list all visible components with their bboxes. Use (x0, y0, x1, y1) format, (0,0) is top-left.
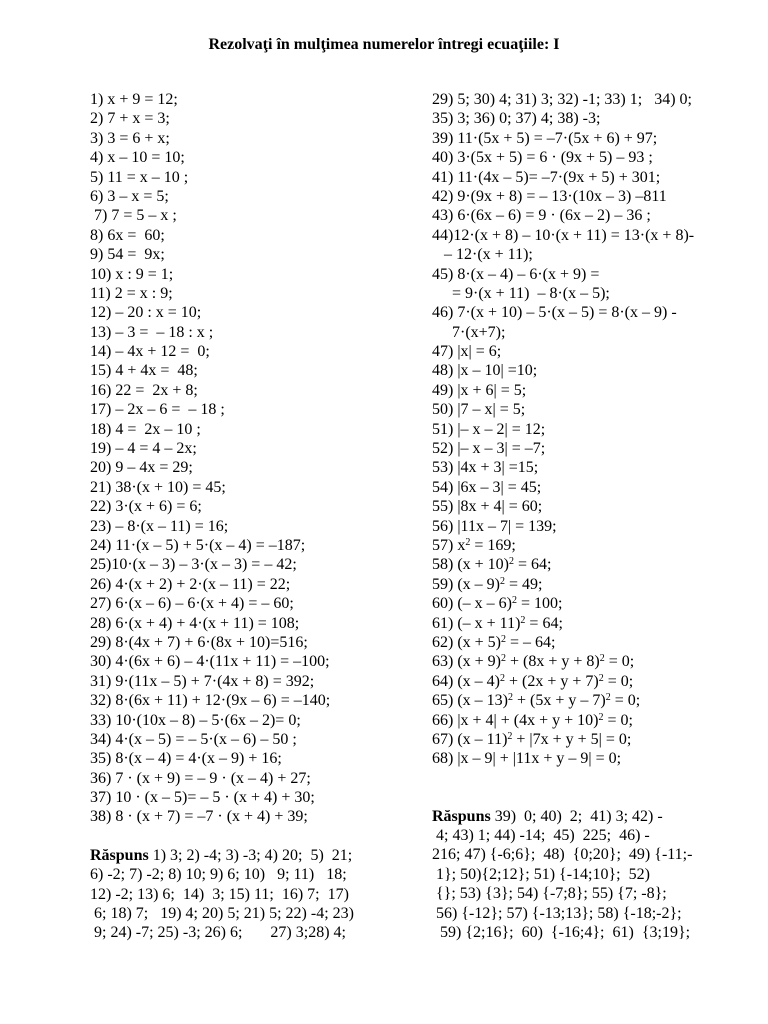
equation-line: 51) |– x – 2| = 12; (432, 420, 546, 438)
equation-part: + |7x + y + 5| = 0; (512, 730, 632, 748)
equation-line: 53) |4x + 3| =15; (432, 459, 539, 477)
page-title: Rezolvaţi în mulţimea numerelor întregi ecuaţiile: I (208, 36, 560, 53)
equation-line (432, 536, 762, 555)
equation-line: 31) 9·(11x – 5) + 7·(4x + 8) = 392; (90, 672, 315, 690)
equation-line: 21) 38·(x + 10) = 45; (90, 478, 226, 496)
exponent: 2 (605, 692, 611, 704)
equation-part: = – 64; (506, 633, 556, 651)
equation-line: – 12·(x + 11); (432, 246, 533, 264)
equation-part: 66) |x + 4| + (4x + y + 10) (432, 711, 599, 729)
equation-line: 8) 6x = 60; (90, 226, 165, 244)
right-answer-line: 1}; 50){2;12}; 51) {-14;10}; 52) (432, 865, 650, 883)
equation-part: 68) |x – 9| + |11x + y – 9| = 0; (432, 750, 622, 768)
equation-part: = 100; (516, 595, 563, 613)
equation-line: 45) 8·(x – 4) – 6·(x + 9) = (432, 265, 600, 283)
equation-line: 37) 10 · (x – 5)= – 5 · (x + 4) + 30; (90, 789, 315, 807)
equation-part: 62) (x + 5) (432, 633, 502, 651)
equation-line: 2) 7 + x = 3; (90, 110, 170, 128)
equation-line: 33) 10·(10x – 8) – 5·(6x – 2)= 0; (90, 711, 301, 729)
equation-part: 67) (x – 11) (432, 730, 508, 748)
left-answer-line (90, 846, 420, 865)
equation-part: + (8x + y + 8) (506, 653, 600, 671)
equation-part: 60) (– x – 6) (432, 595, 512, 613)
exponent: 2 (501, 653, 507, 665)
exponent: 2 (507, 730, 513, 742)
equation-line: 15) 4 + 4x = 48; (90, 362, 198, 380)
equation-line (432, 711, 762, 730)
exponent: 2 (520, 614, 526, 626)
equation-line: 55) |8x + 4| = 60; (432, 498, 543, 516)
equation-line: 12) – 20 : x = 10; (90, 304, 202, 322)
equation-part: = 49; (504, 575, 543, 593)
equation-part: 64) (x – 4) (432, 672, 500, 690)
equation-line (432, 633, 762, 652)
equation-line (432, 652, 762, 671)
exponent: 2 (501, 633, 507, 645)
equation-line: 34) 4·(x – 5) = – 5·(x – 6) – 50 ; (90, 730, 297, 748)
equation-line: 7·(x+7); (432, 323, 506, 341)
equation-line: 14) – 4x + 12 = 0; (90, 343, 210, 361)
left-column (90, 90, 420, 943)
equation-line: 24) 11·(x – 5) + 5·(x – 4) = –187; (90, 536, 306, 554)
equation-line: 26) 4·(x + 2) + 2·(x – 11) = 22; (90, 575, 291, 593)
equation-line: 13) – 3 = – 18 : x ; (90, 323, 214, 341)
equation-line: 44)12·(x + 8) – 10·(x + 11) = 13·(x + 8)- (432, 226, 695, 244)
equation-line: 25)10·(x – 3) – 3·(x – 3) = – 42; (90, 556, 297, 574)
equation-line: 9) 54 = 9x; (90, 246, 165, 264)
equation-part: = 64; (525, 614, 563, 632)
equation-line (432, 575, 762, 594)
equation-part: + (2x + y + 7) (504, 672, 599, 690)
right-answer-line (432, 807, 762, 826)
right-equation-list (432, 90, 762, 536)
equation-line: 19) – 4 = 4 – 2x; (90, 440, 197, 458)
equation-line: 27) 6·(x – 6) – 6·(x + 4) = – 60; (90, 595, 294, 613)
equation-part: = 0; (603, 711, 633, 729)
equation-line: 38) 8 · (x + 7) = –7 · (x + 4) + 39; (90, 808, 308, 826)
left-answer-line: 9; 24) -7; 25) -3; 26) 6; 27) 3;28) 4; (90, 924, 346, 942)
equation-line: 35) 8·(x – 4) = 4·(x – 9) + 16; (90, 750, 282, 768)
equation-line (432, 614, 762, 633)
equation-line: 47) |x| = 6; (432, 343, 502, 361)
equation-line: 7) 7 = 5 – x ; (90, 207, 177, 225)
equation-part: = 0; (603, 672, 634, 690)
equation-line: 36) 7 · (x + 9) = – 9 · (x – 4) + 27; (90, 769, 311, 787)
equation-line: 52) |– x – 3| = –7; (432, 440, 546, 458)
equation-line: 42) 9·(9x + 8) = – 13·(10x – 3) –811 (432, 187, 667, 205)
equation-line: 17) – 2x – 6 = – 18 ; (90, 401, 225, 419)
equation-line: 3) 3 = 6 + x; (90, 129, 170, 147)
equation-line: 18) 4 = 2x – 10 ; (90, 420, 201, 438)
equation-part: = 169; (470, 536, 516, 554)
right-column (432, 90, 762, 942)
equation-line: 43) 6·(6x – 6) = 9 · (6x – 2) – 36 ; (432, 207, 651, 225)
answers-label: Răspuns (432, 807, 491, 825)
equation-line: 48) |x – 10| =10; (432, 362, 538, 380)
equation-line (432, 691, 762, 710)
exponent: 2 (499, 672, 505, 684)
equation-part: 59) (x – 9) (432, 575, 500, 593)
equation-line: 30) 4·(6x + 6) – 4·(11x + 11) = –100; (90, 653, 330, 671)
left-equation-list (90, 90, 420, 827)
left-answer-line: 6) -2; 7) -2; 8) 10; 9) 6; 10) 9; 11) 18; (90, 866, 347, 884)
equation-part: 63) (x + 9) (432, 653, 502, 671)
equation-part: + (5x + y – 7) (512, 692, 606, 710)
equation-part: 61) (– x + 11) (432, 614, 521, 632)
equation-line (432, 555, 762, 574)
equation-part: = 0; (604, 653, 635, 671)
equation-line: 41) 11·(4x – 5)= –7·(9x + 5) + 301; (432, 168, 661, 186)
equation-line: 39) 11·(5x + 5) = –7·(5x + 6) + 97; (432, 129, 658, 147)
equation-line: 6) 3 – x = 5; (90, 187, 169, 205)
equation-line: 35) 3; 36) 0; 37) 4; 38) -3; (432, 110, 601, 128)
equation-line (432, 730, 762, 749)
answers-label: Răspuns (90, 846, 149, 864)
exponent: 2 (599, 653, 605, 665)
exponent: 2 (598, 711, 604, 723)
equation-line: 32) 8·(6x + 11) + 12·(9x – 6) = –140; (90, 692, 331, 710)
right-power-equation-list (432, 536, 762, 769)
answer-text: 1) 3; 2) -4; 3) -3; 4) 20; 5) 21; (148, 846, 353, 864)
equation-line: 49) |x + 6| = 5; (432, 381, 527, 399)
equation-line: 23) – 8·(x – 11) = 16; (90, 517, 229, 535)
equation-line: 4) x – 10 = 10; (90, 149, 185, 167)
equation-line: 10) x : 9 = 1; (90, 265, 174, 283)
equation-line: 28) 6·(x + 4) + 4·(x + 11) = 108; (90, 614, 300, 632)
equation-line: 29) 5; 30) 4; 31) 3; 32) -1; 33) 1; 34) 0; (432, 91, 692, 108)
right-answers (432, 807, 762, 943)
exponent: 2 (465, 536, 471, 548)
equation-line: 50) |7 – x| = 5; (432, 401, 526, 419)
equation-part: = 64; (514, 556, 552, 574)
right-answer-line: 4; 43) 1; 44) -14; 45) 225; 46) - (432, 827, 650, 845)
equation-line: 29) 8·(4x + 7) + 6·(8x + 10)=516; (90, 633, 308, 651)
equation-part: = 0; (610, 692, 641, 710)
exponent: 2 (507, 692, 513, 704)
right-answer-line: 216; 47) {-6;6}; 48) {0;20}; 49) {-11;- (432, 846, 693, 864)
equation-part: 65) (x – 13) (432, 692, 508, 710)
exponent: 2 (511, 595, 517, 607)
equation-line: 46) 7·(x + 10) – 5·(x – 5) = 8·(x – 9) - (432, 304, 677, 322)
equation-part: 57) x (432, 536, 466, 554)
right-answer-line: {}; 53) {3}; 54) {-7;8}; 55) {7; -8}; (432, 885, 667, 903)
exponent: 2 (598, 672, 604, 684)
exponent: 2 (509, 556, 515, 568)
exponent: 2 (499, 575, 505, 587)
equation-part: 58) (x + 10) (432, 556, 510, 574)
equation-line (432, 672, 762, 691)
equation-line (432, 594, 762, 613)
left-answers (90, 846, 420, 943)
left-answer-line: 12) -2; 13) 6; 14) 3; 15) 11; 16) 7; 17) (90, 885, 349, 903)
answer-text: 39) 0; 40) 2; 41) 3; 42) - (490, 807, 663, 825)
right-answer-line: 56) {-12}; 57) {-13;13}; 58) {-18;-2}; (432, 904, 682, 922)
equation-line: 16) 22 = 2x + 8; (90, 381, 198, 399)
equation-line: 40) 3·(5x + 5) = 6 · (9x + 5) – 93 ; (432, 149, 653, 167)
equation-line (432, 749, 762, 768)
equation-line: = 9·(x + 11) – 8·(x – 5); (432, 284, 610, 302)
equation-line: 1) x + 9 = 12; (90, 91, 178, 108)
equation-line: 20) 9 – 4x = 29; (90, 459, 193, 477)
equation-line: 11) 2 = x : 9; (90, 284, 173, 302)
left-answer-line: 6; 18) 7; 19) 4; 20) 5; 21) 5; 22) -4; 23) (90, 905, 354, 923)
equation-line: 56) |11x – 7| = 139; (432, 517, 557, 535)
equation-line: 54) |6x – 3| = 45; (432, 478, 542, 496)
equation-line: 22) 3·(x + 6) = 6; (90, 498, 202, 516)
right-answer-line: 59) {2;16}; 60) {-16;4}; 61) {3;19}; (432, 924, 691, 942)
equation-line: 5) 11 = x – 10 ; (90, 168, 189, 186)
